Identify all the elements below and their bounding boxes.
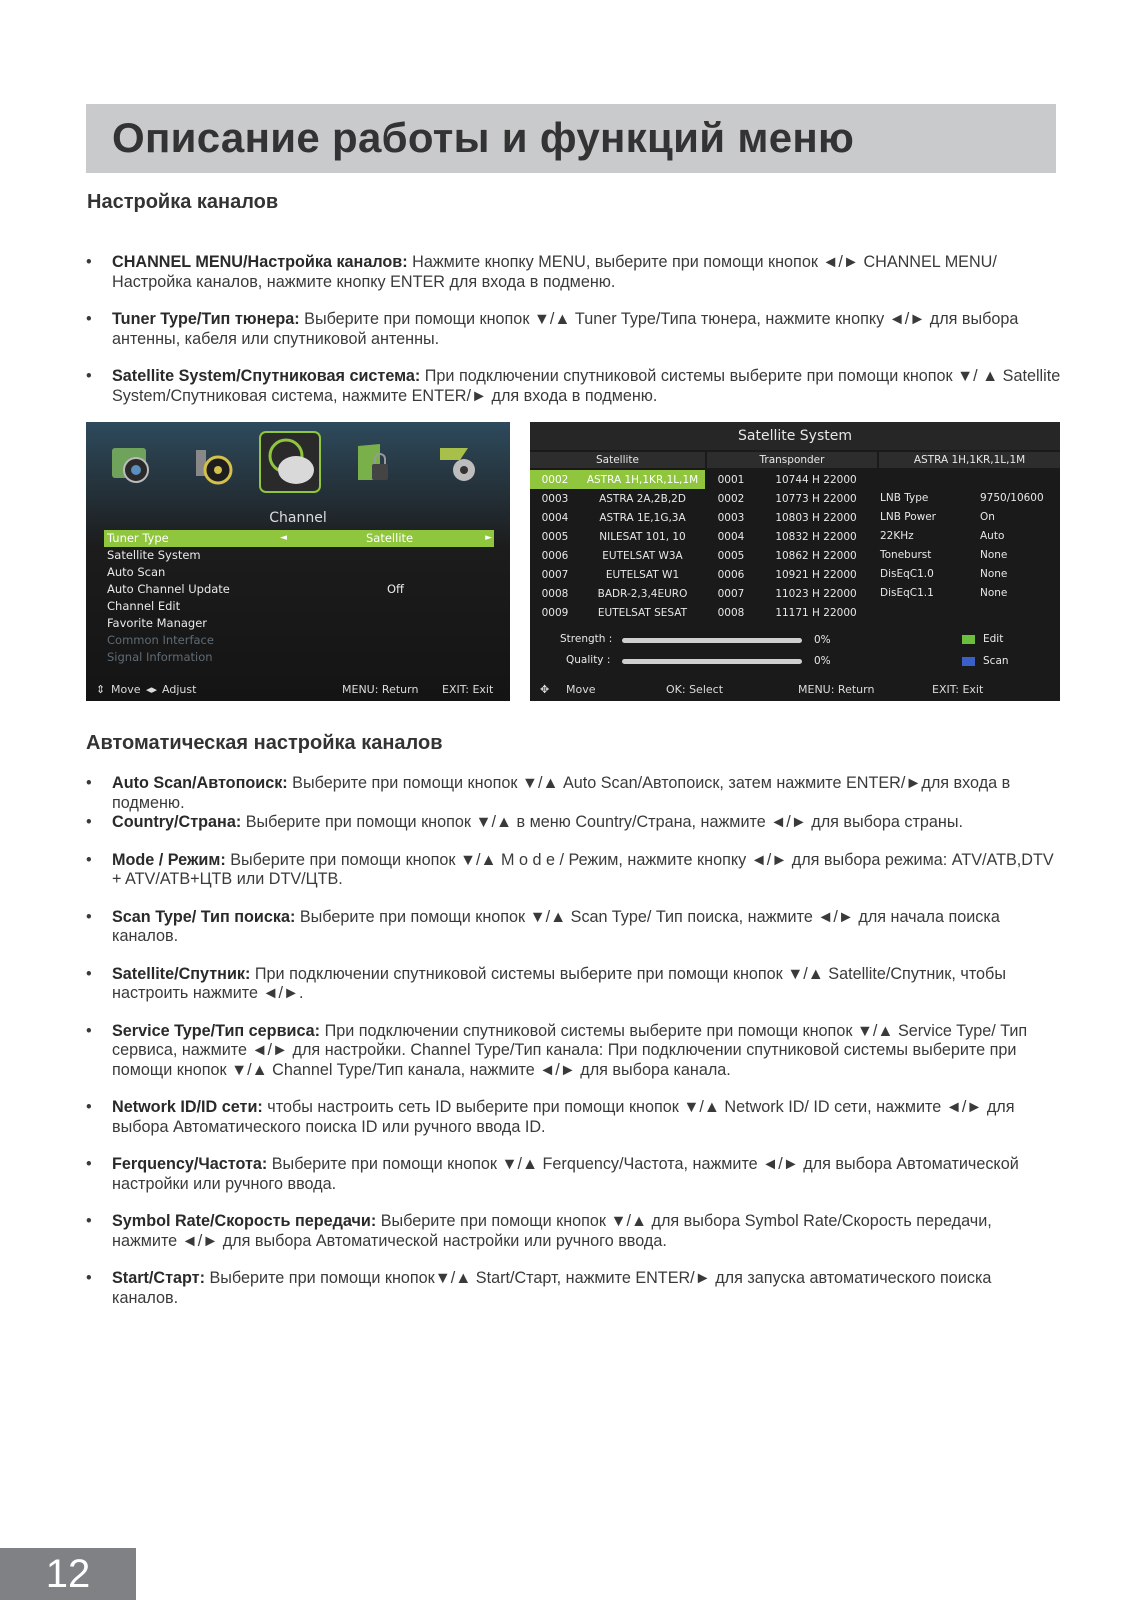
list-item: • Country/Страна: Выберите при помощи кнопок ▼/▲ в меню Country/Страна, нажмите ◄/► для выбора страны. bbox=[86, 813, 1061, 833]
list-item: • Tuner Type/Тип тюнера: Выберите при помощи кнопок ▼/▲ Tuner Type/Типа тюнера, нажмите кнопку ◄/► для выбора антенны, кабеля или спутниковой антенны. bbox=[86, 310, 1061, 349]
footer-ok-select: OK: Select bbox=[666, 683, 724, 696]
table-cell: 10744 H 22000 bbox=[775, 473, 857, 486]
table-cell: BADR-2,3,4EURO bbox=[597, 587, 688, 600]
param-row: LNB Type 9750/10600 bbox=[880, 492, 1044, 504]
table-cell: 0004 bbox=[541, 511, 569, 524]
table-cell: 11023 H 22000 bbox=[775, 587, 857, 600]
table-row[interactable] bbox=[530, 489, 875, 508]
list-item: • Symbol Rate/Скорость передачи: Выберите при помощи кнопок ▼/▲ для выбора Symbol Rate/Скорость передачи, нажмите ◄/► для выбора Автоматической настройки или ручного ввода. bbox=[86, 1212, 1061, 1251]
table-cell: 0006 bbox=[541, 549, 569, 562]
menu-icon-bar bbox=[86, 422, 510, 510]
table-cell: EUTELSAT SESAT bbox=[597, 606, 688, 619]
table-row[interactable] bbox=[530, 546, 875, 565]
table-cell: ASTRA 1E,1G,3A bbox=[599, 511, 686, 524]
channel-menu-title: Channel bbox=[269, 510, 327, 526]
satellite-system-screenshot bbox=[530, 422, 1060, 701]
table-cell: 10862 H 22000 bbox=[775, 549, 857, 562]
scan-color-swatch bbox=[962, 657, 975, 666]
quality-label: Quality : bbox=[566, 654, 611, 666]
title-band bbox=[86, 104, 1056, 173]
table-cell: 0007 bbox=[541, 568, 569, 581]
list-item: • Service Type/Тип сервиса: При подключении спутниковой системы выберите при помощи кнопок ▼/▲ Service Type/ Тип сервиса, нажмите ◄/► для настройки. Channel Type/Тип канала: При подключении спутниковой системы выберите при помощи кнопок ▼/▲ Channel Type/Тип канала, нажмите ◄/► для выбора канала. bbox=[86, 1022, 1061, 1081]
list-item: • Ferquency/Частота: Выберите при помощи кнопок ▼/▲ Ferquency/Частота, нажмите ◄/► для выбора Автоматической настройки или ручного ввода. bbox=[86, 1155, 1061, 1194]
footer-adjust: Adjust bbox=[162, 683, 197, 696]
table-row[interactable] bbox=[530, 527, 875, 546]
quality-value: 0% bbox=[814, 655, 831, 667]
param-row: LNB Power On bbox=[880, 511, 995, 523]
satellite-footer bbox=[530, 679, 1060, 701]
adjust-icon: ◂▸ bbox=[146, 683, 158, 696]
list-item: • Start/Старт: Выберите при помощи кнопок▼/▲ Start/Старт, нажмите ENTER/► для запуска автоматического поиска каналов. bbox=[86, 1269, 1061, 1308]
menu-item-tuner-type[interactable]: Tuner Type ◄ Satellite ► bbox=[104, 530, 494, 547]
menu-item-auto-scan[interactable]: Auto Scan bbox=[107, 565, 166, 579]
list-item: • Satellite System/Спутниковая система: При подключении спутниковой системы выберите при помощи кнопок ▼/ ▲ Satellite System/Спутниковая система, нажмите ENTER/► для входа в подменю. bbox=[86, 367, 1061, 406]
menu-item-channel-edit[interactable]: Channel Edit bbox=[107, 599, 181, 613]
footer-exit: EXIT: Exit bbox=[932, 683, 984, 696]
menu-item-auto-channel-update[interactable]: Auto Channel Update Off bbox=[107, 582, 404, 596]
param-row: DisEqC1.0 None bbox=[880, 568, 1008, 580]
list-item: • Auto Scan/Автопоиск: Выберите при помощи кнопок ▼/▲ Auto Scan/Автопоиск, затем нажмите ENTER/►для входа в подменю. bbox=[86, 774, 1061, 813]
photo-icon bbox=[106, 440, 154, 488]
channel-menu-screenshot bbox=[86, 422, 510, 701]
channel-menu-footer bbox=[86, 679, 510, 701]
section2-list bbox=[86, 774, 1061, 1308]
move-cross-icon: ✥ bbox=[540, 683, 550, 696]
table-cell: ASTRA 1H,1KR,1L,1M bbox=[580, 470, 705, 489]
footer-menu-return: MENU: Return bbox=[798, 683, 875, 696]
channel-menu-list bbox=[104, 530, 494, 666]
table-row[interactable] bbox=[530, 508, 875, 527]
section1-heading: Настройка каналов bbox=[87, 191, 279, 213]
table-cell: 0003 bbox=[541, 492, 569, 505]
page-number: 12 bbox=[0, 1548, 136, 1600]
music-icon bbox=[188, 440, 236, 488]
lock-icon bbox=[350, 440, 398, 488]
table-row[interactable] bbox=[530, 470, 875, 489]
list-item: • Network ID/ID сети: чтобы настроить сеть ID выберите при помощи кнопок ▼/▲ Network ID/ ID сети, нажмите ◄/► для выбора Автоматического поиска ID или ручного ввода ID. bbox=[86, 1098, 1061, 1137]
table-cell: 0001 bbox=[717, 473, 745, 486]
table-cell: 10773 H 22000 bbox=[775, 492, 857, 505]
legend-edit[interactable]: Edit bbox=[962, 633, 1003, 645]
menu-item-signal-information: Signal Information bbox=[107, 650, 213, 664]
satellite-system-title: Satellite System bbox=[530, 422, 1060, 450]
menu-item-common-interface: Common Interface bbox=[107, 633, 214, 647]
lnb-params bbox=[880, 489, 1050, 603]
table-cell: 11171 H 22000 bbox=[775, 606, 857, 619]
table-cell: 0008 bbox=[717, 606, 745, 619]
setup-gear-icon bbox=[434, 440, 482, 488]
channel-dish-icon bbox=[258, 430, 322, 494]
table-row[interactable] bbox=[530, 603, 875, 622]
table-cell: 10803 H 22000 bbox=[775, 511, 857, 524]
list-item: • Mode / Режим: Выберите при помощи кнопок ▼/▲ М о d е / Режим, нажмите кнопку ◄/► для выбора режима: ATV/ATB,DTV + ATV/ATB+ЦТВ или DTV/ЦТВ. bbox=[86, 851, 1061, 890]
move-icon: ⇕ bbox=[96, 683, 106, 696]
table-cell: 0006 bbox=[717, 568, 745, 581]
legend-scan[interactable]: Scan bbox=[962, 655, 1009, 667]
table-cell: NILESAT 101, 10 bbox=[599, 530, 686, 543]
table-row[interactable] bbox=[530, 584, 875, 603]
table-cell: EUTELSAT W3A bbox=[602, 549, 683, 562]
footer-menu-return: MENU: Return bbox=[342, 683, 419, 696]
section1-list bbox=[86, 253, 1061, 406]
list-item: • Scan Type/ Тип поиска: Выберите при помощи кнопок ▼/▲ Scan Type/ Тип поиска, нажмите ◄/► для начала поиска каналов. bbox=[86, 908, 1061, 947]
table-cell: 0008 bbox=[541, 587, 569, 600]
list-item: • CHANNEL MENU/Настройка каналов: Нажмите кнопку MENU, выберите при помощи кнопок ◄/► CHANNEL MENU/Настройка каналов, нажмите кнопку ENTER для входа в подменю. bbox=[86, 253, 1061, 292]
table-cell: ASTRA 2A,2B,2D bbox=[599, 492, 686, 505]
satellite-table bbox=[530, 470, 875, 622]
table-cell: 0002 bbox=[717, 492, 745, 505]
list-item: • Satellite/Спутник: При подключении спутниковой системы выберите при помощи кнопок ▼/▲ Satellite/Спутник, чтобы настроить нажмите ◄/►. bbox=[86, 965, 1061, 1004]
table-cell: 0005 bbox=[541, 530, 569, 543]
page-title: Описание работы и функций меню bbox=[112, 114, 855, 161]
footer-move: Move bbox=[111, 683, 141, 696]
table-cell: 0005 bbox=[717, 549, 745, 562]
strength-bar bbox=[622, 638, 802, 643]
column-header-satellite: Satellite bbox=[530, 452, 705, 468]
table-cell: 0004 bbox=[717, 530, 745, 543]
table-cell: 0003 bbox=[717, 511, 745, 524]
footer-exit: EXIT: Exit bbox=[442, 683, 494, 696]
table-cell: 0009 bbox=[541, 606, 569, 619]
column-header-transponder: Transponder bbox=[707, 452, 877, 468]
table-cell: 0002 bbox=[530, 470, 580, 489]
menu-item-favorite-manager[interactable]: Favorite Manager bbox=[107, 616, 208, 630]
table-cell: 10832 H 22000 bbox=[775, 530, 857, 543]
edit-color-swatch bbox=[962, 635, 975, 644]
section2-heading: Автоматическая настройка каналов bbox=[86, 732, 443, 754]
table-cell: EUTELSAT W1 bbox=[605, 568, 680, 581]
param-row: DisEqC1.1 None bbox=[880, 587, 1008, 599]
param-row: 22KHz Auto bbox=[880, 530, 1005, 542]
param-row: Toneburst None bbox=[880, 549, 1008, 561]
strength-value: 0% bbox=[814, 634, 831, 646]
selected-satellite-header: ASTRA 1H,1KR,1L,1M bbox=[879, 452, 1060, 468]
strength-label: Strength : bbox=[560, 633, 613, 645]
quality-bar bbox=[622, 659, 802, 664]
menu-item-satellite-system[interactable]: Satellite System bbox=[107, 548, 201, 562]
table-cell: 10921 H 22000 bbox=[775, 568, 857, 581]
footer-move: Move bbox=[566, 683, 596, 696]
table-cell: 0007 bbox=[717, 587, 745, 600]
table-row[interactable] bbox=[530, 565, 875, 584]
